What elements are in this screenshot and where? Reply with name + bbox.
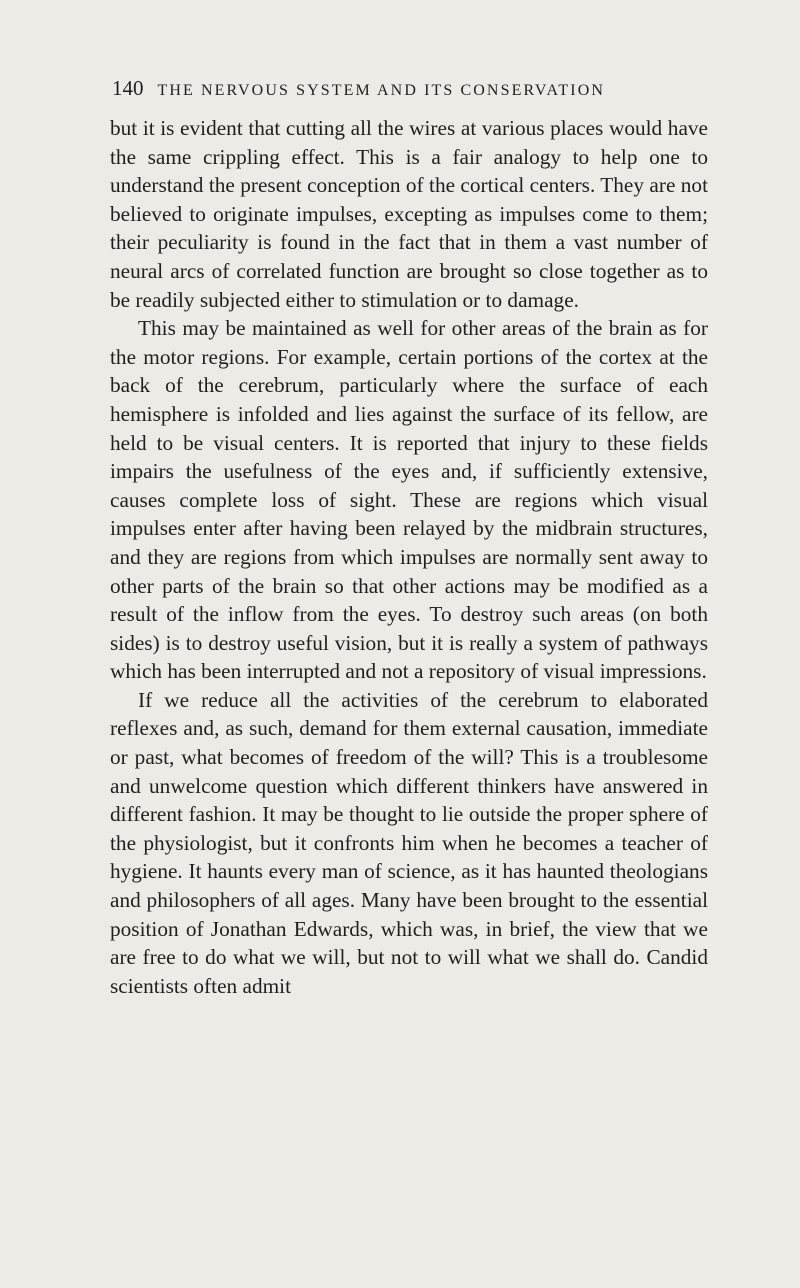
page-number: 140 <box>112 76 144 100</box>
paragraph-visual-centers: This may be maintained as well for other areas of the brain as for the motor regions. For example, certain portions of the cortex at the back of the cerebrum, particularly where the surface of each hemisphere is infolded and lies against the surface of its fellow, are held to be visual centers. It is reported that injury to these fields impairs the usefulness of the eyes and, if sufficiently extensive, causes complete loss of sight. These are regions which visual impulses enter after having been relayed by the midbrain structures, and they are regions from which impulses are normally sent away to other parts of the brain so that other actions may be modified as a result of the inflow from the eyes. To destroy such areas (on both sides) is to destroy useful vision, but it is really a system of pathways which has been interrupted and not a repository of visual impressions. <box>110 316 708 684</box>
paragraph-freedom-of-will: If we reduce all the activities of the cerebrum to elaborated reflexes and, as such, demand for them external causation, immediate or past, what becomes of freedom of the will? This is a troublesome and unwelcome question which different thinkers have answered in different fashion. It may be thought to lie outside the proper sphere of the physiologist, but it confronts him when he becomes a teacher of hygiene. It haunts every man of science, as it has haunted theologians and philosophers of all ages. Many have been brought to the essential position of Jonathan Edwards, which was, in brief, the view that we are free to do what we will, but not to will what we shall do. Candid scientists often admit <box>110 687 708 998</box>
running-head <box>112 76 708 114</box>
paragraph-continued: but it is evident that cutting all the wires at various places would have the same crippling effect. This is a fair analogy to help one to understand the present conception of the cortical centers. They are not believed to originate impulses, excepting as impulses come to them; their peculiarity is found in the fact that in them a vast number of neural arcs of correlated function are brought so close together as to be readily subjected either to stimulation or to damage. <box>110 116 708 312</box>
body-text <box>110 114 708 1000</box>
running-title: THE NERVOUS SYSTEM AND ITS CONSERVATION <box>157 82 606 99</box>
